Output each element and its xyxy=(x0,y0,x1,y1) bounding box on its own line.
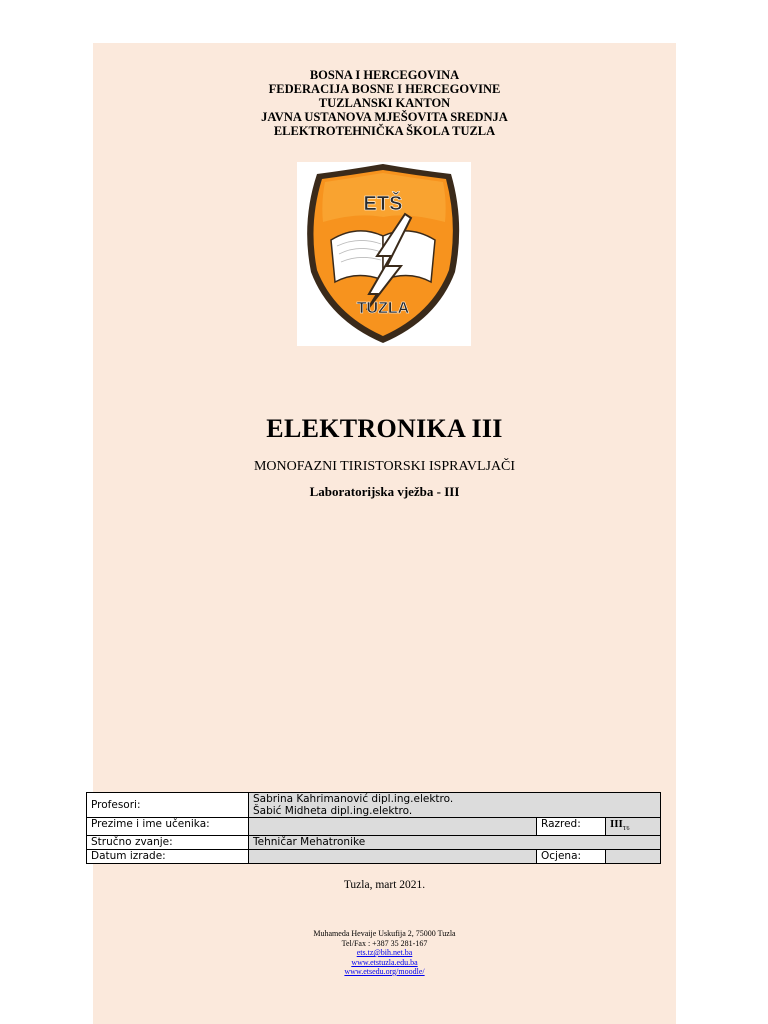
subject-title: ELEKTRONIKA III xyxy=(266,414,503,443)
topic-subtitle: MONOFAZNI TIRISTORSKI ISPRAVLJAČI xyxy=(253,459,516,474)
document-page xyxy=(93,43,676,1024)
class-value[interactable]: $III_{T6}$ xyxy=(606,818,661,836)
school-logo xyxy=(297,162,471,346)
professor-name: Sabrina Kahrimanović dipl.ing.elektro. xyxy=(253,793,454,805)
class-label: Razred: xyxy=(537,818,606,836)
logo-bottom-text: TUZLA xyxy=(356,300,410,317)
institution-header xyxy=(93,68,676,138)
profession-label: Stručno zvanje: xyxy=(87,836,249,850)
professors-label: Profesori: xyxy=(87,793,249,818)
header-line-canton: TUZLANSKI KANTON xyxy=(318,96,451,110)
logo-top-text: ETŠ xyxy=(363,193,403,215)
grade-label: Ocjena: xyxy=(537,850,606,864)
footer-phone: Tel/Fax : +387 35 281-167 xyxy=(341,938,428,948)
student-info-table xyxy=(86,792,661,864)
footer-email-link[interactable]: ets.tz@bih.net.ba xyxy=(356,948,413,957)
footer-address: Muhameda Hevaije Uskufija 2, 75000 Tuzla xyxy=(313,929,456,938)
shield-logo-icon xyxy=(297,162,471,346)
header-line-country: BOSNA I HERCEGOVINA xyxy=(309,68,460,82)
table-row xyxy=(87,836,661,850)
header-line-institution: JAVNA USTANOVA MJEŠOVITA SREDNJA xyxy=(261,110,508,124)
table-row xyxy=(87,793,661,818)
table-row xyxy=(87,850,661,864)
professors-value xyxy=(249,793,661,818)
date-value[interactable] xyxy=(249,850,537,864)
contact-footer xyxy=(93,929,676,977)
student-value[interactable] xyxy=(249,818,537,836)
header-line-federation: FEDERACIJA BOSNE I HERCEGOVINE xyxy=(268,82,501,96)
footer-moodle-link[interactable]: www.etsedu.org/moodle/ xyxy=(344,967,425,976)
place-date: Tuzla, mart 2021. xyxy=(343,879,426,891)
profession-value: Tehničar Mehatronike xyxy=(249,836,661,850)
header-line-school: ELEKTROTEHNIČKA ŠKOLA TUZLA xyxy=(273,124,496,138)
date-label: Datum izrade: xyxy=(87,850,249,864)
grade-value[interactable] xyxy=(606,850,661,864)
exercise-label: Laboratorijska vježba - III xyxy=(309,484,460,499)
table-row xyxy=(87,818,661,836)
student-label: Prezime i ime učenika: xyxy=(87,818,249,836)
professor-name: Šabić Midheta dipl.ing.elektro. xyxy=(253,805,413,817)
footer-website-link[interactable]: www.etstuzla.edu.ba xyxy=(351,957,418,967)
